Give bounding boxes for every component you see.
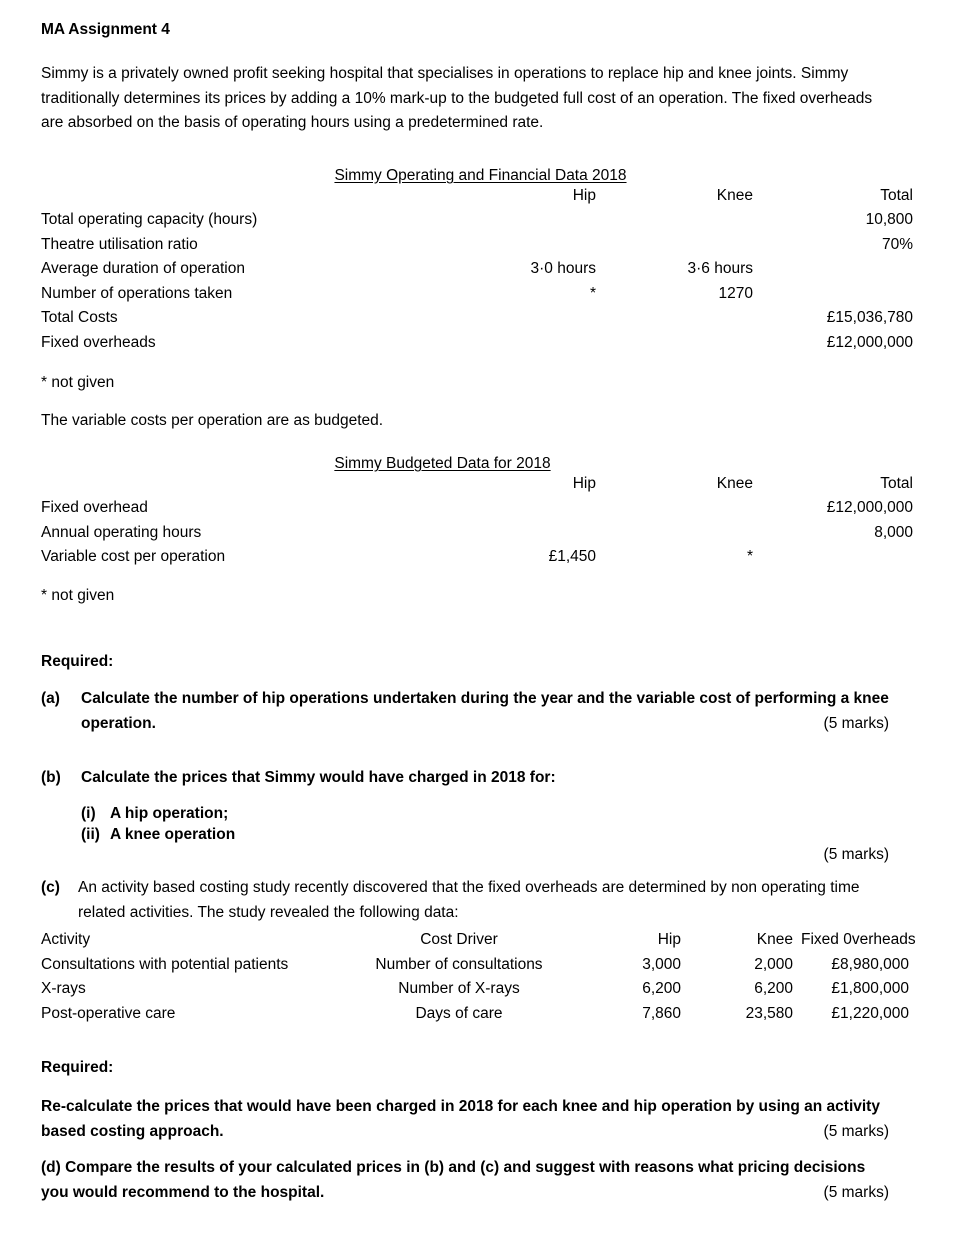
row-hip: £1,450 — [548, 548, 596, 565]
header-hip: Hip — [657, 931, 681, 948]
table-row — [41, 306, 913, 331]
header-activity: Activity — [41, 931, 91, 948]
table-header-row — [41, 472, 913, 497]
table-row — [41, 977, 909, 1002]
row-fixed: £1,220,000 — [831, 1004, 909, 1022]
row-total: £15,036,780 — [826, 309, 913, 326]
header-total: Total — [880, 186, 913, 204]
budgeted-data-table-block — [41, 455, 913, 570]
table-row — [41, 545, 913, 570]
row-driver: Number of consultations — [375, 955, 543, 973]
operating-data-footnote: * not given — [41, 374, 115, 391]
row-activity: Post-operative care — [41, 1004, 176, 1022]
table-row — [41, 521, 913, 546]
row-knee: * — [746, 548, 753, 565]
row-fixed: £8,980,000 — [831, 955, 909, 973]
row-label: Number of operations taken — [41, 284, 233, 302]
row-knee — [613, 496, 768, 521]
row-knee: 1270 — [718, 284, 753, 302]
budgeted-data-caption-text: Simmy Budgeted Data for 2018 — [334, 455, 551, 472]
operating-data-table — [41, 184, 913, 356]
question-b-subitems — [81, 803, 235, 845]
table-header-row — [41, 928, 909, 953]
question-b-text: Calculate the prices that Simmy would have charged in 2018 for: — [81, 769, 556, 786]
table-row — [41, 282, 913, 307]
row-hip — [466, 496, 613, 521]
row-hip: 3,000 — [642, 955, 681, 973]
row-total: 70% — [881, 235, 913, 253]
row-total — [768, 257, 913, 282]
header-knee: Knee — [756, 931, 793, 948]
question-d-text: (d) Compare the results of your calculated prices in (b) and (c) and suggest with reasons what pricing decisions you would recommend to the hospital. — [41, 1159, 866, 1201]
header-total: Total — [880, 474, 913, 492]
row-label: Fixed overheads — [41, 333, 156, 351]
row-hip: 3·0 hours — [530, 260, 596, 277]
question-a-marker: (a) — [41, 690, 60, 707]
row-activity: X-rays — [41, 980, 86, 997]
recalculate-text: Re-calculate the prices that would have been charged in 2018 for each knee and hip operation by using an activity based costing approach. — [41, 1098, 880, 1140]
row-hip: * — [589, 284, 596, 302]
page-title: MA Assignment 4 — [41, 21, 170, 38]
row-hip — [466, 331, 613, 356]
question-part-a — [41, 687, 889, 736]
budgeted-data-footnote: * not given — [41, 587, 115, 604]
row-knee — [613, 208, 768, 233]
question-part-c — [41, 876, 889, 925]
table-row — [41, 257, 913, 282]
row-hip — [466, 306, 613, 331]
header-fixed-overheads: Fixed 0verheads — [801, 931, 916, 948]
header-blank — [41, 472, 466, 497]
activity-table — [41, 928, 916, 1026]
header-hip: Hip — [572, 186, 596, 204]
question-part-b — [41, 766, 889, 791]
row-hip — [466, 521, 613, 546]
table-header-row — [41, 184, 913, 209]
row-knee: 23,580 — [745, 1004, 793, 1022]
row-hip: 7,860 — [642, 1004, 681, 1022]
required-heading-2: Required: — [41, 1059, 114, 1076]
row-label: Variable cost per operation — [41, 548, 226, 565]
table-row — [41, 496, 913, 521]
variable-costs-note: The variable costs per operation are as budgeted. — [41, 412, 384, 429]
row-knee: 6,200 — [754, 980, 793, 997]
row-total: 8,000 — [874, 523, 913, 541]
row-hip: 6,200 — [642, 980, 681, 997]
row-driver: Days of care — [415, 1004, 503, 1022]
row-label: Total operating capacity (hours) — [41, 211, 258, 228]
row-total — [768, 282, 913, 307]
question-b-marks: (5 marks) — [823, 846, 889, 863]
subitem-i-numeral: (i) — [81, 805, 96, 822]
intro-paragraph: Simmy is a privately owned profit seeking hospital that specialises in operations to replace hip and knee joints. Simmy traditionally determines its prices by adding a 10% mark-up to the budgeted full cost of an operation. The fixed overheads are absorbed on the basis of operating hours using a predetermined rate. — [41, 65, 873, 131]
row-knee — [613, 233, 768, 258]
header-cost-driver: Cost Driver — [420, 931, 498, 948]
table-row — [41, 233, 913, 258]
recalculate-instruction — [41, 1095, 889, 1144]
required-heading-1: Required: — [41, 653, 114, 670]
question-c-marker: (c) — [41, 879, 60, 896]
question-part-d — [41, 1156, 889, 1205]
operating-data-caption — [309, 168, 652, 184]
recalculate-marks: (5 marks) — [823, 1122, 889, 1140]
operating-data-table-block — [41, 167, 913, 355]
question-a-text: Calculate the number of hip operations undertaken during the year and the variable cost of performing a knee operation. — [81, 690, 889, 732]
table-row — [41, 331, 913, 356]
row-knee — [613, 331, 768, 356]
table-row — [41, 953, 909, 978]
row-label: Fixed overhead — [41, 499, 148, 516]
header-blank — [41, 184, 466, 209]
question-b-subitem-ii — [81, 824, 235, 845]
row-knee: 2,000 — [754, 955, 793, 973]
question-a-marks: (5 marks) — [823, 714, 889, 732]
row-total: 10,800 — [865, 211, 913, 228]
question-c-text: An activity based costing study recently discovered that the fixed overheads are determined by non operating time related activities. The study revealed the following data: — [78, 879, 860, 921]
header-knee: Knee — [716, 186, 753, 204]
budgeted-data-caption — [271, 456, 614, 472]
row-knee — [613, 521, 768, 546]
row-label: Average duration of operation — [41, 260, 245, 277]
row-hip — [466, 233, 613, 258]
row-knee — [613, 306, 768, 331]
row-hip — [466, 208, 613, 233]
question-b-marker: (b) — [41, 769, 61, 786]
row-fixed: £1,800,000 — [831, 980, 909, 997]
header-knee: Knee — [716, 474, 753, 492]
row-knee: 3·6 hours — [687, 260, 753, 277]
row-label: Annual operating hours — [41, 523, 202, 541]
subitem-i-text: A hip operation; — [110, 805, 229, 822]
table-row — [41, 1002, 909, 1027]
row-total: £12,000,000 — [826, 499, 913, 516]
row-label: Theatre utilisation ratio — [41, 235, 198, 253]
row-total: £12,000,000 — [826, 333, 913, 351]
header-hip: Hip — [572, 474, 596, 492]
budgeted-data-table — [41, 472, 913, 570]
subitem-ii-numeral: (ii) — [81, 826, 100, 843]
table-row — [41, 208, 913, 233]
row-activity: Consultations with potential patients — [41, 955, 289, 973]
row-label: Total Costs — [41, 309, 118, 326]
subitem-ii-text: A knee operation — [110, 826, 236, 843]
row-driver: Number of X-rays — [398, 980, 520, 997]
question-d-marks: (5 marks) — [823, 1183, 889, 1201]
operating-data-caption-text: Simmy Operating and Financial Data 2018 — [334, 167, 627, 184]
row-total — [768, 545, 913, 570]
activity-table-block — [41, 928, 916, 1026]
question-b-subitem-i — [81, 803, 235, 824]
